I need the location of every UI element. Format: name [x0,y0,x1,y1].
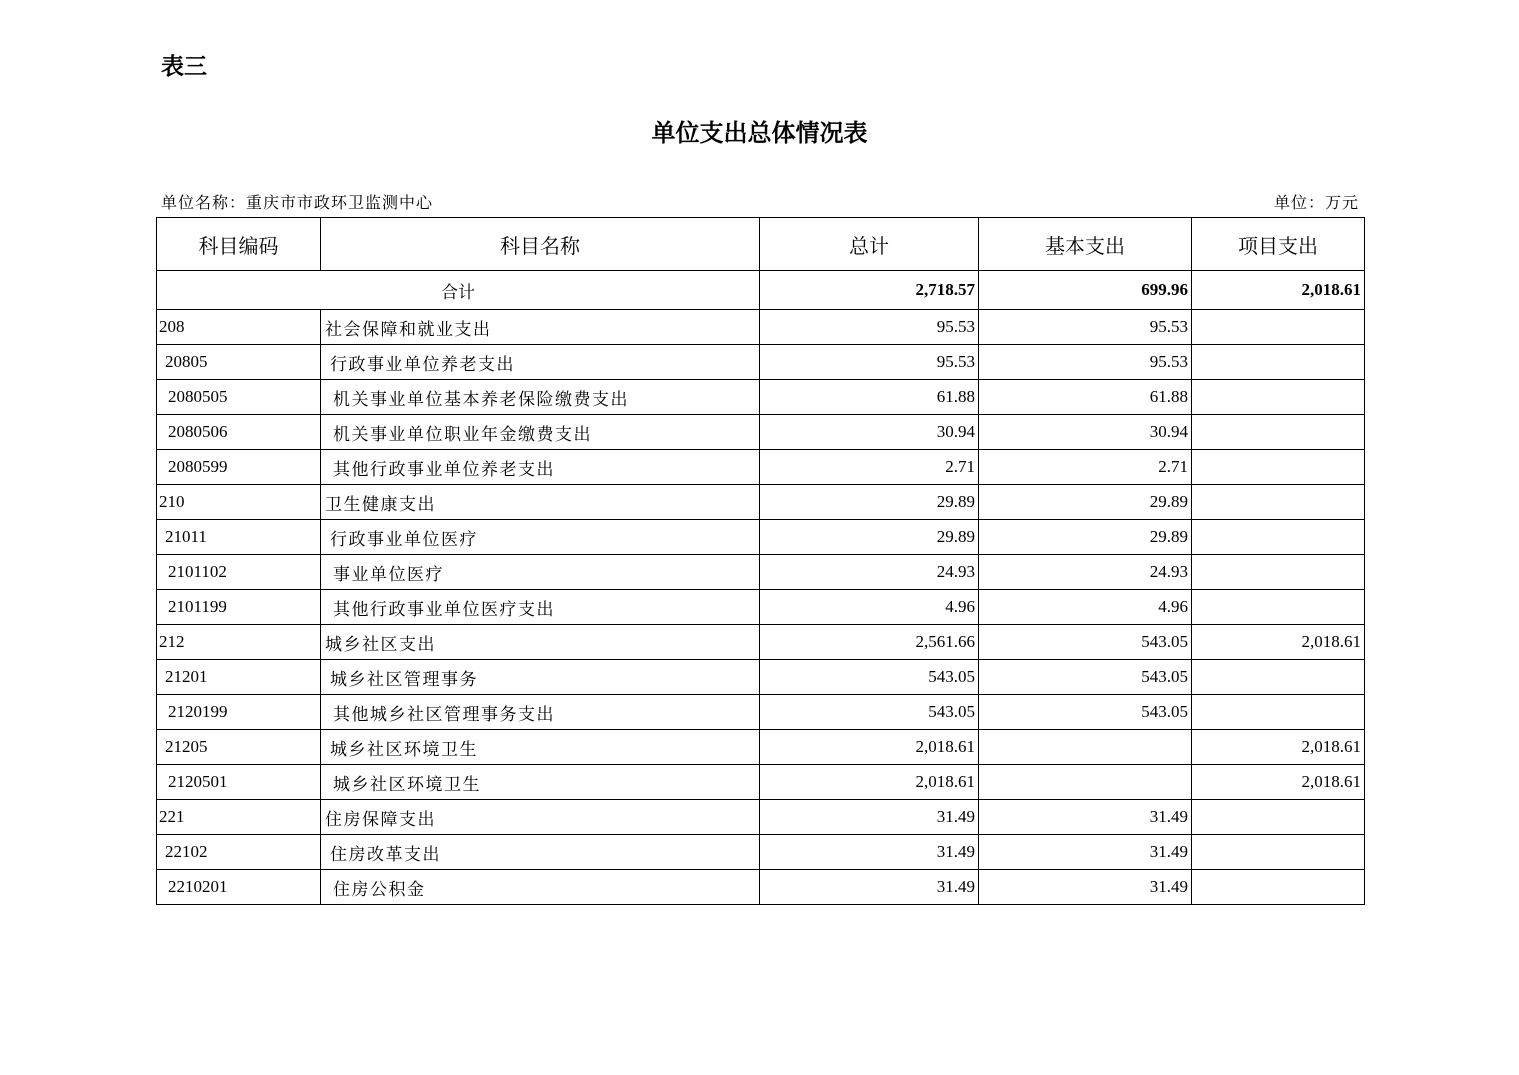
row-name: 住房保障支出 [321,800,760,835]
row-project [1192,345,1365,380]
row-name: 行政事业单位养老支出 [321,345,760,380]
row-project [1192,800,1365,835]
row-code: 210 [157,485,321,520]
row-code: 21205 [157,730,321,765]
row-code: 21201 [157,660,321,695]
table-row [157,695,1365,730]
row-name: 其他行政事业单位养老支出 [321,450,760,485]
row-total: 543.05 [760,660,979,695]
row-basic: 31.49 [979,800,1192,835]
row-project [1192,450,1365,485]
row-code: 2080599 [157,450,321,485]
row-total: 2.71 [760,450,979,485]
total-project: 2,018.61 [1192,271,1365,310]
row-total: 2,561.66 [760,625,979,660]
row-name: 城乡社区环境卫生 [321,730,760,765]
row-basic: 95.53 [979,310,1192,345]
col-header-name: 科目名称 [321,218,760,271]
row-project [1192,555,1365,590]
row-code: 212 [157,625,321,660]
row-code: 2120501 [157,765,321,800]
row-basic: 95.53 [979,345,1192,380]
table-row [157,590,1365,625]
row-basic: 2.71 [979,450,1192,485]
row-basic: 29.89 [979,485,1192,520]
table-row [157,485,1365,520]
row-project [1192,835,1365,870]
row-basic: 4.96 [979,590,1192,625]
row-basic: 61.88 [979,380,1192,415]
row-total: 29.89 [760,485,979,520]
row-project [1192,695,1365,730]
row-code: 221 [157,800,321,835]
table-row [157,870,1365,905]
table-row [157,310,1365,345]
row-name: 其他城乡社区管理事务支出 [321,695,760,730]
row-name: 住房公积金 [321,870,760,905]
total-row [157,271,1365,310]
header-row [157,218,1365,271]
row-project: 2,018.61 [1192,730,1365,765]
row-project [1192,485,1365,520]
row-code: 2080506 [157,415,321,450]
row-project [1192,520,1365,555]
row-name: 行政事业单位医疗 [321,520,760,555]
row-name: 城乡社区管理事务 [321,660,760,695]
row-basic [979,730,1192,765]
row-basic: 29.89 [979,520,1192,555]
col-header-project: 项目支出 [1192,218,1365,271]
table-row [157,415,1365,450]
row-basic: 543.05 [979,695,1192,730]
total-label: 合计 [157,271,760,310]
row-basic: 543.05 [979,625,1192,660]
col-header-total: 总计 [760,218,979,271]
row-total: 543.05 [760,695,979,730]
row-project [1192,310,1365,345]
row-name: 事业单位医疗 [321,555,760,590]
row-name: 卫生健康支出 [321,485,760,520]
row-name: 机关事业单位基本养老保险缴费支出 [321,380,760,415]
row-name: 城乡社区环境卫生 [321,765,760,800]
table-row [157,625,1365,660]
table-number: 表三 [161,54,207,80]
row-name: 城乡社区支出 [321,625,760,660]
table-row [157,380,1365,415]
row-project [1192,870,1365,905]
row-total: 95.53 [760,345,979,380]
row-name: 社会保障和就业支出 [321,310,760,345]
row-total: 31.49 [760,800,979,835]
row-total: 29.89 [760,520,979,555]
row-code: 2120199 [157,695,321,730]
row-code: 208 [157,310,321,345]
table-row [157,765,1365,800]
row-total: 2,018.61 [760,730,979,765]
col-header-basic: 基本支出 [979,218,1192,271]
row-basic: 30.94 [979,415,1192,450]
row-basic: 31.49 [979,835,1192,870]
row-basic: 543.05 [979,660,1192,695]
row-total: 61.88 [760,380,979,415]
row-project [1192,590,1365,625]
row-code: 22102 [157,835,321,870]
table-row [157,730,1365,765]
table-row [157,835,1365,870]
row-code: 21011 [157,520,321,555]
table-row [157,800,1365,835]
row-total: 2,018.61 [760,765,979,800]
row-code: 20805 [157,345,321,380]
table-row [157,555,1365,590]
row-basic: 24.93 [979,555,1192,590]
row-project: 2,018.61 [1192,625,1365,660]
currency-unit: 单位：万元 [1273,193,1359,212]
table-row [157,660,1365,695]
row-total: 31.49 [760,870,979,905]
row-project: 2,018.61 [1192,765,1365,800]
row-basic [979,765,1192,800]
total-basic: 699.96 [979,271,1192,310]
unit-name: 单位名称：重庆市市政环卫监测中心 [161,193,434,212]
table-row [157,520,1365,555]
row-project [1192,415,1365,450]
row-code: 2210201 [157,870,321,905]
row-code: 2080505 [157,380,321,415]
row-code: 2101199 [157,590,321,625]
row-project [1192,660,1365,695]
table-row [157,345,1365,380]
row-total: 31.49 [760,835,979,870]
total-total: 2,718.57 [760,271,979,310]
table-row [157,450,1365,485]
page-title: 单位支出总体情况表 [651,118,868,147]
row-total: 30.94 [760,415,979,450]
row-code: 2101102 [157,555,321,590]
row-total: 95.53 [760,310,979,345]
row-name: 住房改革支出 [321,835,760,870]
expenditure-table [156,217,1365,905]
row-name: 其他行政事业单位医疗支出 [321,590,760,625]
row-basic: 31.49 [979,870,1192,905]
row-name: 机关事业单位职业年金缴费支出 [321,415,760,450]
row-total: 24.93 [760,555,979,590]
row-total: 4.96 [760,590,979,625]
col-header-code: 科目编码 [157,218,321,271]
row-project [1192,380,1365,415]
